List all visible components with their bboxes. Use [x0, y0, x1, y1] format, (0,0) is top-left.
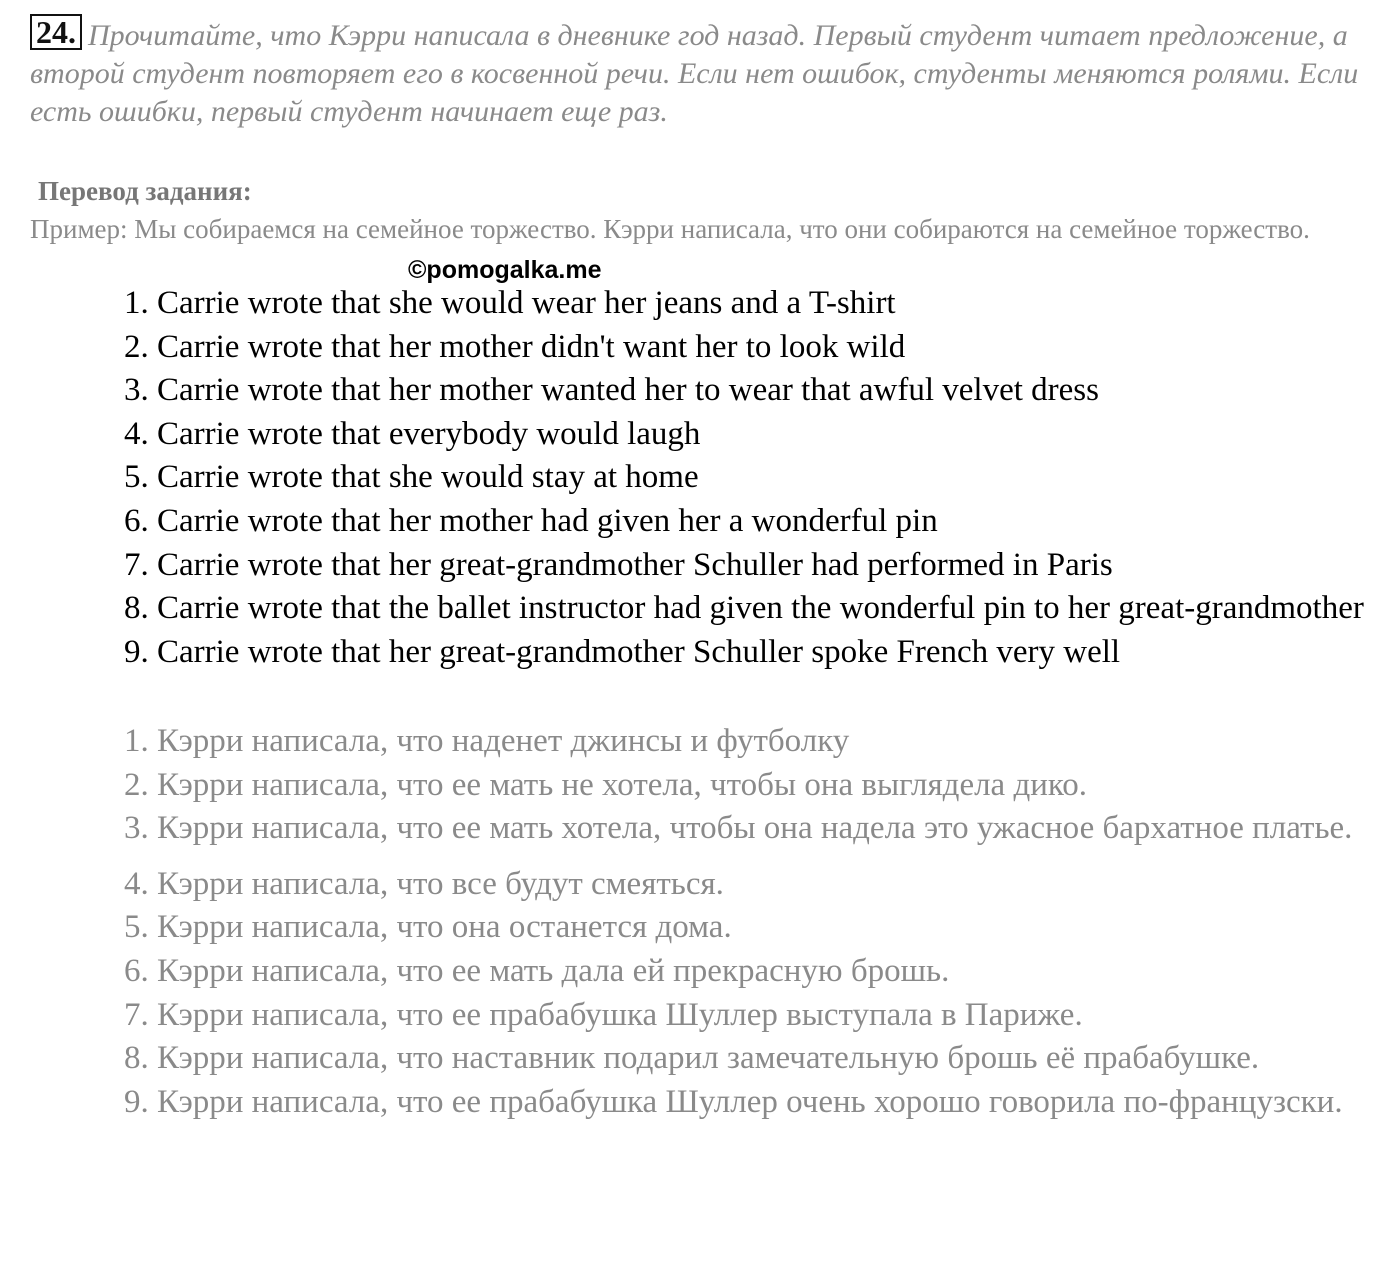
translation-title: Перевод задания: [38, 176, 252, 206]
russian-translation: 8. Кэрри написала, что наставник подарил замечательную брошь её прабабушке. [124, 1040, 1260, 1077]
english-answer: 6. Carrie wrote that her mother had given her a wonderful pin [124, 502, 938, 539]
russian-translation: 3. Кэрри написала, что ее мать хотела, чтобы она надела это ужасное бархатное платье. [124, 810, 1353, 847]
english-answer: 8. Carrie wrote that the ballet instructor had given the wonderful pin to her great-grandmother [124, 590, 1364, 627]
russian-translation: 1. Кэрри написала, что наденет джинсы и футболку [124, 723, 850, 759]
task-number: 24. [30, 14, 82, 50]
english-answer: 9. Carrie wrote that her great-grandmother Schuller spoke French very well [124, 633, 1121, 670]
english-answer: 1. Carrie wrote that she would wear her jeans and a T-shirt [124, 285, 896, 321]
english-answer: 7. Carrie wrote that her great-grandmother Schuller had performed in Paris [124, 546, 1113, 583]
russian-translation: 2. Кэрри написала, что ее мать не хотела, чтобы она выглядела дико. [124, 766, 1088, 803]
english-answers-list [124, 282, 1374, 674]
russian-translations-list [124, 720, 1374, 1124]
example-text: Пример: Мы собираемся на семейное торжество. Кэрри написала, что они собираются на семейное торжество. [30, 214, 1310, 244]
task-instruction-block [30, 14, 1370, 131]
task-instruction: Прочитайте, что Кэрри написала в дневнике год назад. Первый студент читает предложение, а второй студент повторяет его в косвенной речи. Если нет ошибок, студенты меняются ролями. Если есть ошибки, первый студент начинает еще раз. [30, 19, 1359, 128]
russian-translation: 4. Кэрри написала, что все будут смеяться. [124, 865, 724, 902]
english-answer: 2. Carrie wrote that her mother didn't want her to look wild [124, 328, 906, 365]
english-answer: 3. Carrie wrote that her mother wanted her to wear that awful velvet dress [124, 372, 1099, 409]
russian-translation: 7. Кэрри написала, что ее прабабушка Шуллер выступала в Париже. [124, 996, 1083, 1033]
watermark: ©pomogalka.me [408, 256, 602, 284]
russian-translation: 9. Кэрри написала, что ее прабабушка Шуллер очень хорошо говорила по-французски. [124, 1083, 1343, 1120]
russian-translation: 5. Кэрри написала, что она останется дома. [124, 909, 732, 946]
russian-translation: 6. Кэрри написала, что ее мать дала ей прекрасную брошь. [124, 952, 950, 989]
english-answer: 4. Carrie wrote that everybody would laugh [124, 415, 701, 452]
english-answer: 5. Carrie wrote that she would stay at home [124, 459, 699, 496]
